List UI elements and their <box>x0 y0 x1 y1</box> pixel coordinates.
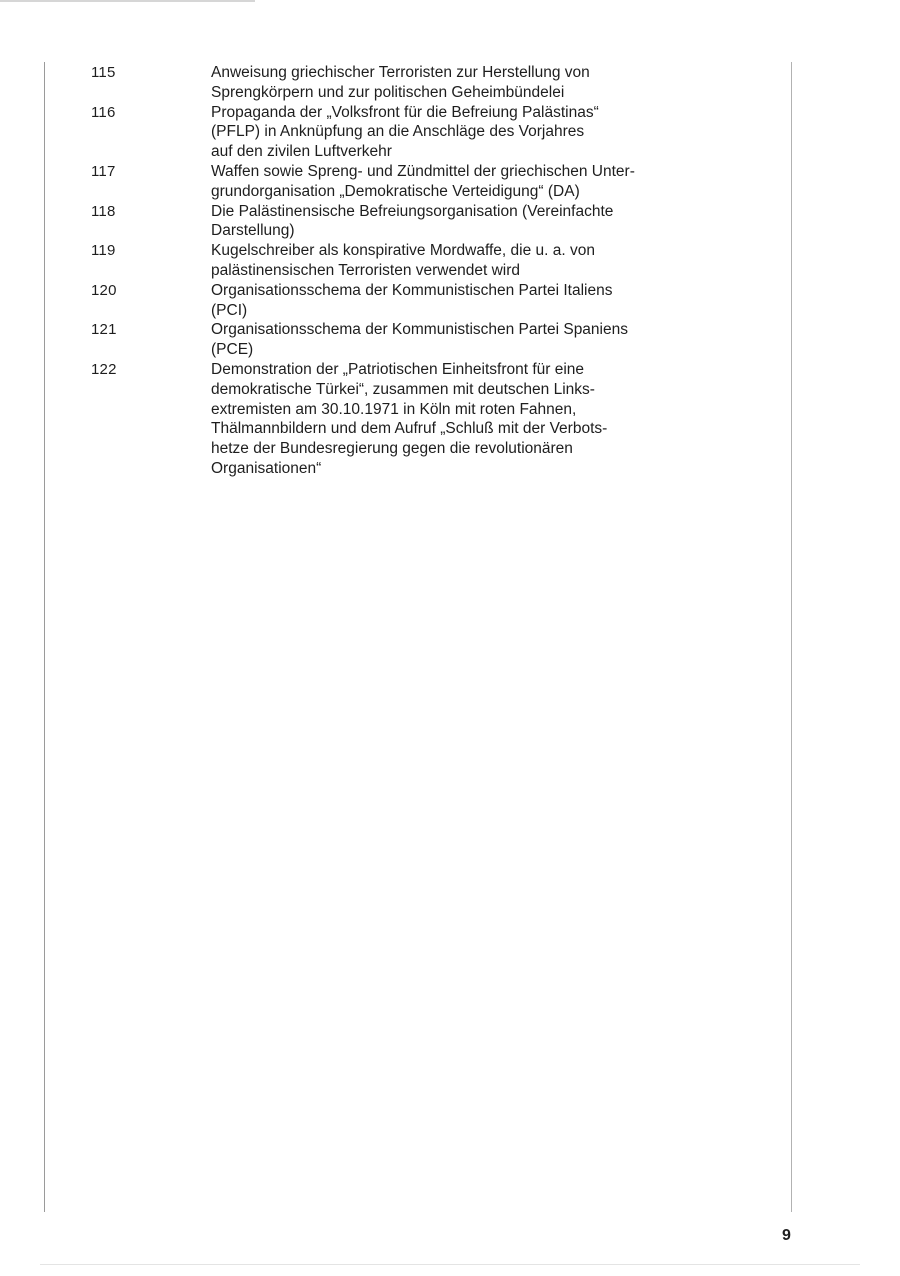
entry-number: 117 <box>91 162 116 180</box>
entry-caption: Waffen sowie Spreng- und Zündmittel der griechischen Unter- grundorganisation „Demokratische Verteidigung“ (DA) <box>211 162 635 200</box>
entry-number: 120 <box>91 281 117 299</box>
entry-number: 118 <box>91 202 116 220</box>
top-edge-rule <box>0 0 255 2</box>
entry-number: 122 <box>91 360 117 378</box>
list-item <box>91 103 731 162</box>
entry-caption: Organisationsschema der Kommunistischen Partei Spaniens (PCE) <box>211 321 628 359</box>
bottom-edge-rule <box>40 1264 860 1265</box>
list-item <box>91 241 731 281</box>
left-margin-line <box>44 62 45 1212</box>
entry-caption: Die Palästinensische Befreiungsorganisation (Vereinfachte Darstellung) <box>211 202 614 240</box>
entry-number: 116 <box>91 103 116 121</box>
entry-caption: Kugelschreiber als konspirative Mordwaffe, die u. a. von palästinensischen Terroristen verwendet wird <box>211 242 595 279</box>
entry-number: 121 <box>91 321 117 339</box>
list-item <box>91 281 731 321</box>
right-margin-line <box>791 62 792 1212</box>
list-item <box>91 63 731 103</box>
list-item <box>91 202 731 242</box>
list-item <box>91 360 731 479</box>
list-item <box>91 320 731 360</box>
entry-caption: Demonstration der „Patriotischen Einheitsfront für eine demokratische Türkei“, zusammen mit deutschen Links- extremisten am 30.10.1971 in Köln mit roten Fahnen, Thälmannbildern und dem Aufruf „Schluß mit der Verbots- hetze der Bundesregierung gegen die revolutionären Organisationen“ <box>211 360 608 477</box>
list-item <box>91 162 731 202</box>
entry-number: 119 <box>91 242 116 260</box>
figure-list <box>91 63 731 479</box>
entry-number: 115 <box>91 64 116 81</box>
entry-caption: Propaganda der „Volksfront für die Befreiung Palästinas“ (PFLP) in Anknüpfung an die Anschläge des Vorjahres auf den zivilen Luftverkehr <box>211 103 599 161</box>
entry-caption: Organisationsschema der Kommunistischen Partei Italiens (PCI) <box>211 281 613 319</box>
entry-caption: Anweisung griechischer Terroristen zur Herstellung von Sprengkörpern und zur politischen Geheimbündelei <box>211 64 590 101</box>
page-number: 9 <box>782 1227 791 1244</box>
